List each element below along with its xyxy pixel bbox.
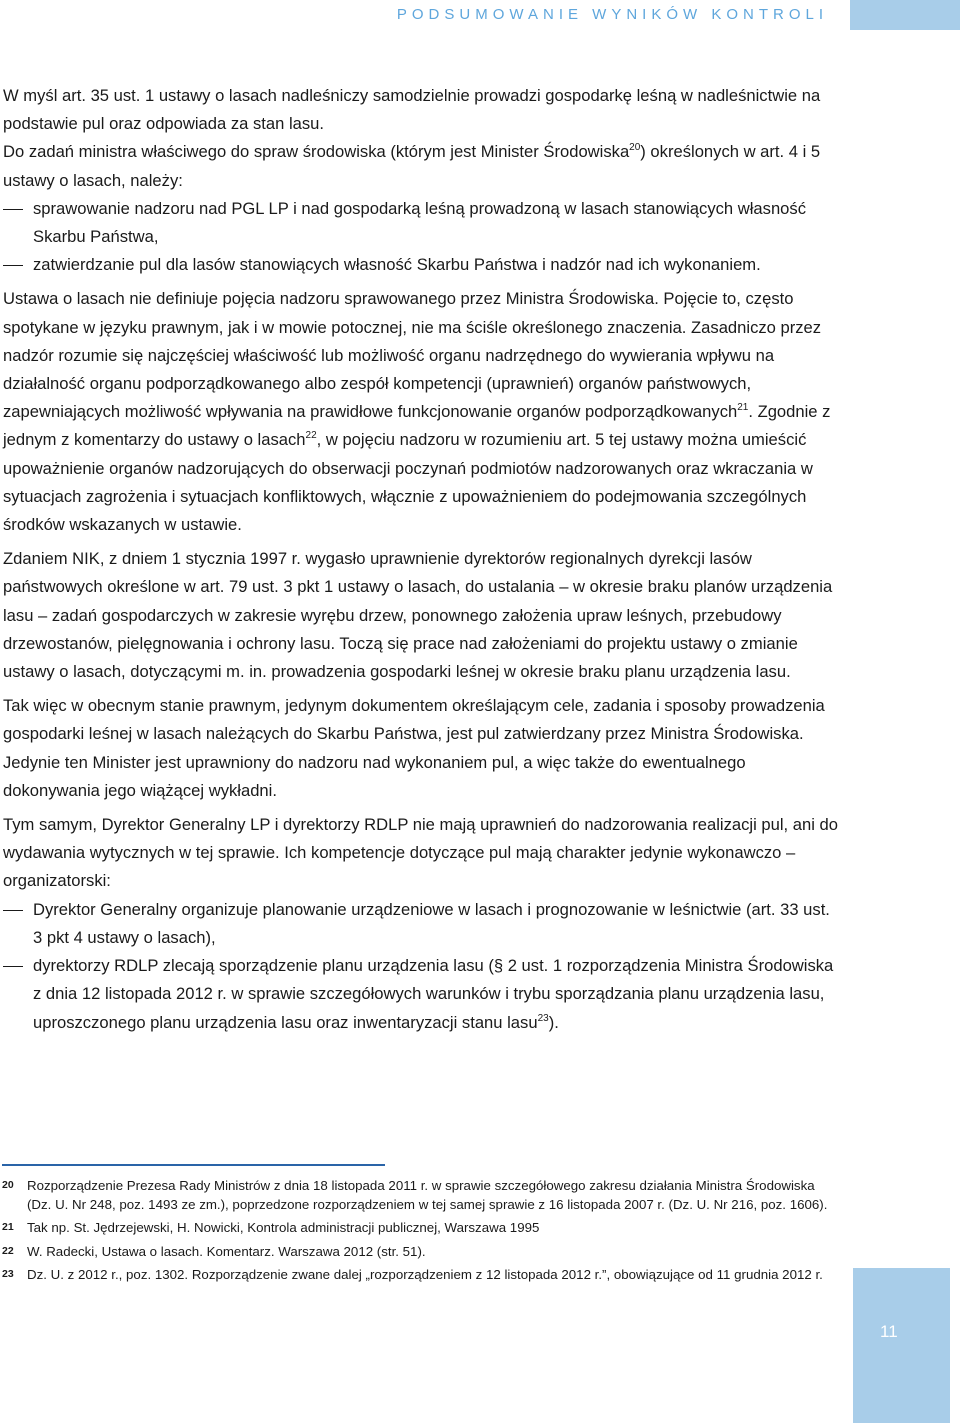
text-span: ). (548, 1012, 559, 1032)
text-span: Ustawa o lasach nie definiuje pojęcia nadzoru sprawowanego przez Ministra Środowiska. Pojęcie to, często spotykane w języku prawnym, jak i w mowie potocznej, nie ma ściśle określonego znaczenia. Zasadniczo przez nadzór rozumie się najczęściej właściwość lub możliwość organu nadrzędnego do wywierania wpływu na działalność organu podporządkowanego albo zespół kompetencji (uprawnień) organów państwowych, zapewniających możliwość wpływania na prawidłowe funkcjonowanie organów podporządkowanych (3, 289, 822, 422)
footnote-20 (2, 1176, 842, 1214)
header-color-block (850, 0, 960, 30)
paragraph-competences: Tym samym, Dyrektor Generalny LP i dyrektorzy RDLP nie mają uprawnień do nadzorowania realizacji pul, ani do wydawania wytycznych w tej sprawie. Ich kompetencje dotyczące pul mają charakter jedynie wykonawczo – organizatorski: (3, 815, 838, 891)
footnote-ref-22[interactable]: 22 (305, 430, 317, 442)
footnote-number: 20 (2, 1179, 14, 1191)
paragraph-legal-state: Tak więc w obecnym stanie prawnym, jedynym dokumentem określającym cele, zadania i sposoby prowadzenia gospodarki leśnej w lasach należących do Skarbu Państwa, jest pul zatwierdzany przez Ministra Środowiska. Jedynie ten Minister jest uprawniony do nadzoru nad wykonaniem pul, a więc także do ewentualnego dokonywania jego wiążącej wykładni. (3, 696, 825, 800)
footnote-number: 22 (2, 1244, 14, 1257)
footnote-number: 23 (2, 1267, 14, 1280)
list-item: Dyrektor Generalny organizuje planowanie urządzeniowe w lasach i prognozowanie w leśnictwie (art. 33 ust. 3 pkt 4 ustawy o lasach), (3, 896, 843, 952)
competences-list (3, 896, 843, 1037)
text-span: . Zgodnie z jednym z komentarzy do ustawy o lasach (3, 402, 831, 450)
footnote-ref-21[interactable]: 21 (737, 402, 749, 414)
running-header: PODSUMOWANIE WYNIKÓW KONTROLI (396, 6, 828, 23)
page-number-box (853, 1268, 950, 1423)
footnote-text: W. Radecki, Ustawa o lasach. Komentarz. Warszawa 2012 (str. 51). (27, 1243, 426, 1259)
footnote-number: 21 (2, 1221, 14, 1234)
paragraph-nik-opinion: Zdaniem NIK, z dniem 1 stycznia 1997 r. wygasło uprawnienie dyrektorów regionalnych dyrekcji lasów państwowych określone w art. 79 ust. 3 pkt 1 ustawy o lasach, do ustalania – w okresie braku planów urządzenia lasu – zadań gospodarczych w zakresie wyrębu drzew, ponownego założenia upraw leśnych, przebudowy drzewostanów, pielęgnowania i ochrony lasu. Toczą się prace nad założeniami do projektu ustawy o zmianie ustawy o lasach, dotyczącymi m. in. prowadzenia gospodarki leśnej w okresie braku planu urządzenia lasu. (3, 549, 833, 682)
footnote-text: Tak np. St. Jędrzejewski, H. Nowicki, Kontrola administracji publicznej, Warszawa 1995 (27, 1220, 540, 1236)
footnote-ref-23[interactable]: 23 (537, 1012, 549, 1024)
page-number: 11 (880, 1322, 898, 1341)
text-span: dyrektorzy RDLP zlecają sporządzenie planu urządzenia lasu (§ 2 ust. 1 rozporządzenia Ministra Środowiska z dnia 12 listopada 2012 r. w sprawie szczegółowych warunków i trybu sporządzania planu urządzenia lasu, uproszczonego planu urządzenia lasu oraz inwentaryzacji stanu lasu (33, 956, 834, 1032)
main-content (3, 82, 843, 1043)
paragraph-nadzor-definition (3, 285, 843, 539)
footnote-ref-20[interactable]: 20 (629, 142, 641, 154)
paragraph-nadlesniczy: W myśl art. 35 ust. 1 ustawy o lasach nadleśniczy samodzielnie prowadzi gospodarkę leśną w nadleśnictwie na podstawie pul oraz odpowiada za stan lasu. (3, 86, 821, 134)
footnote-23 (2, 1265, 842, 1284)
text-span: ) określonych w art. 4 i 5 ustawy o lasach, należy: (3, 142, 821, 190)
list-item: zatwierdzanie pul dla lasów stanowiących własność Skarbu Państwa i nadzór nad ich wykonaniem. (3, 251, 843, 279)
text-span: , w pojęciu nadzoru w rozumieniu art. 5 tej ustawy można umieścić upoważnienie organów nadzorujących do obserwacji poczynań podmiotów nadzorowanych oraz wkraczania w sytuacjach zagrożenia i sytuacjach konfliktowych, włącznie z upoważnieniem do podejmowania szczególnych środków wskazanych w ustawie. (3, 430, 813, 535)
footnote-text: Dz. U. z 2012 r., poz. 1302. Rozporządzenie zwane dalej „rozporządzeniem z 12 listopada 2012 r.”, obowiązujące od 11 grudnia 2012 r. (27, 1266, 823, 1282)
text-span: Do zadań ministra właściwego do spraw środowiska (którym jest Minister Środowiska (3, 142, 630, 162)
list-item: sprawowanie nadzoru nad PGL LP i nad gospodarką leśną prowadzoną w lasach stanowiących własność Skarbu Państwa, (3, 195, 843, 251)
minister-tasks-list (3, 195, 843, 280)
footnotes (2, 1176, 842, 1288)
footnote-22 (2, 1242, 842, 1261)
footnote-divider (2, 1164, 385, 1166)
paragraph-minister-tasks (3, 138, 843, 194)
footnote-text: Rozporządzenie Prezesa Rady Ministrów z dnia 18 listopada 2011 r. w sprawie szczegółowego zakresu działania Ministra Środowiska (Dz. U. Nr 248, poz. 1493 ze zm.), poprzedzone rozporządzeniem w tej samej sprawie z 16 listopada 2007 r. (Dz. U. Nr 216, poz. 1606). (27, 1178, 828, 1213)
list-item (3, 952, 843, 1037)
footnote-21 (2, 1218, 842, 1237)
